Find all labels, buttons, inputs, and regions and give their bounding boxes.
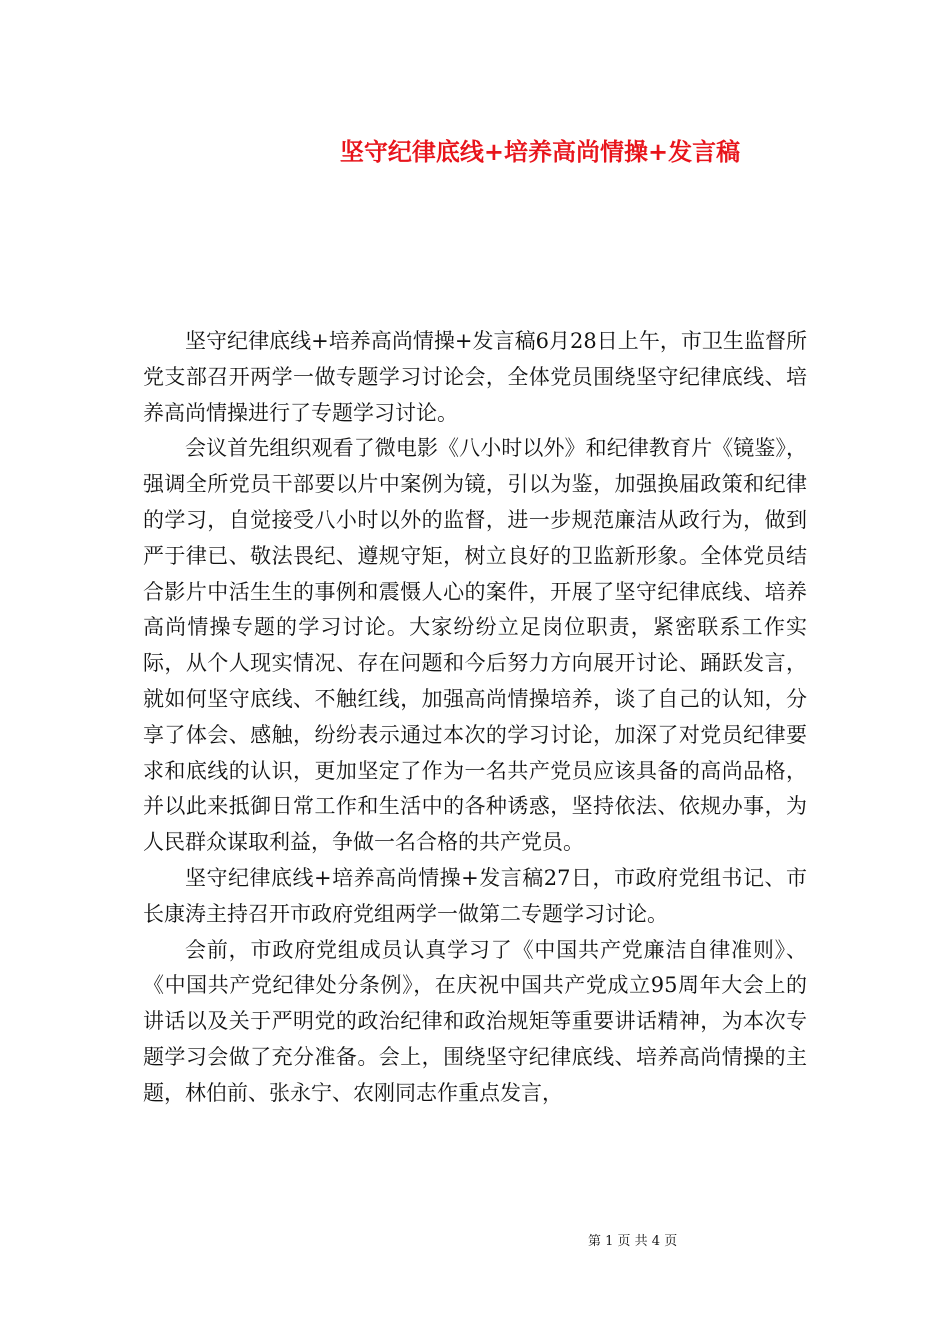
paragraph-3: 坚守纪律底线+培养高尚情操+发言稿27日，市政府党组书记、市长康涛主持召开市政府党组两学一做第二专题学习讨论。 (143, 865, 807, 926)
paragraph-1: 坚守纪律底线+培养高尚情操+发言稿6月28日上午，市卫生监督所党支部召开两学一做专题学习讨论会，全体党员围绕坚守纪律底线、培养高尚情操进行了专题学习讨论。 (143, 329, 807, 425)
paragraph-4: 会前，市政府党组成员认真学习了《中国共产党廉洁自律准则》、《中国共产党纪律处分条例》，在庆祝中国共产党成立95周年大会上的讲话以及关于严明党的政治纪律和政治规矩等重要讲话精神，为本次专题学习会做了充分准备。会上，围绕坚守纪律底线、培养高尚情操的主题，林伯前、张永宁、农刚同志作重点发言， (143, 937, 807, 1105)
document-title: 坚守纪律底线+培养高尚情操+发言稿 (339, 137, 741, 166)
paragraph-2: 会议首先组织观看了微电影《八小时以外》和纪律教育片《镜鉴》，强调全所党员干部要以片中案例为镜，引以为鉴，加强换届政策和纪律的学习，自觉接受八小时以外的监督，进一步规范廉洁从政行为，做到严于律已、敬法畏纪、遵规守矩，树立良好的卫监新形象。全体党员结合影片中活生生的事例和震慑人心的案件，开展了坚守纪律底线、培养高尚情操专题的学习讨论。大家纷纷立足岗位职责，紧密联系工作实际，从个人现实情况、存在问题和今后努力方向展开讨论、踊跃发言，就如何坚守底线、不触红线，加强高尚情操培养，谈了自己的认知，分享了体会、感触，纷纷表示通过本次的学习讨论，加深了对党员纪律要求和底线的认识，更加坚定了作为一名共产党员应该具备的高尚品格，并以此来抵御日常工作和生活中的各种诱惑，坚持依法、依规办事，为人民群众谋取利益，争做一名合格的共产党员。 (143, 436, 807, 855)
document-body (143, 324, 807, 1112)
page-number-footer: 第 1 页 共 4 页 (588, 1234, 678, 1249)
